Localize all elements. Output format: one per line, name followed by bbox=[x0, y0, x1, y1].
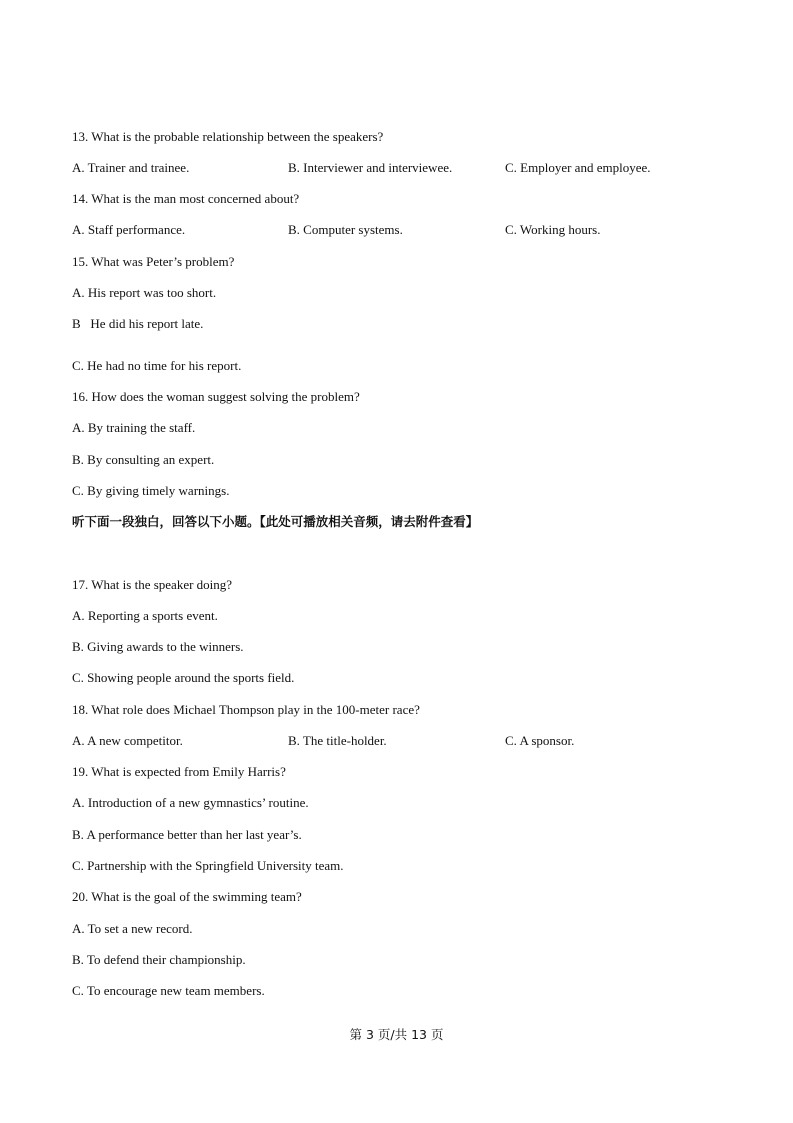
section-instruction: 听下面一段独白，回答以下小题。【此处可播放相关音频，请去附件查看】 bbox=[72, 514, 479, 529]
page-footer: 第 3 页/共 13 页 bbox=[349, 1027, 444, 1042]
question-16-option-b: B. By consulting an expert. bbox=[72, 452, 215, 467]
question-17-option-a: A. Reporting a sports event. bbox=[72, 608, 218, 623]
question-13-option-b: B. Interviewer and interviewee. bbox=[288, 160, 453, 175]
question-19-option-b: B. A performance better than her last year’s. bbox=[72, 827, 302, 842]
question-20-stem: 20. What is the goal of the swimming team? bbox=[72, 889, 302, 904]
question-13-stem: 13. What is the probable relationship between the speakers? bbox=[72, 129, 384, 144]
question-14-stem: 14. What is the man most concerned about? bbox=[72, 191, 300, 206]
question-18-option-b: B. The title-holder. bbox=[288, 733, 387, 748]
question-13-option-a: A. Trainer and trainee. bbox=[72, 160, 190, 175]
question-15-option-c: C. He had no time for his report. bbox=[72, 358, 242, 373]
question-17-option-b: B. Giving awards to the winners. bbox=[72, 639, 244, 654]
question-19-stem: 19. What is expected from Emily Harris? bbox=[72, 764, 286, 779]
question-20-option-c: C. To encourage new team members. bbox=[72, 983, 265, 998]
question-13-option-c: C. Employer and employee. bbox=[505, 160, 651, 175]
question-15-option-a: A. His report was too short. bbox=[72, 285, 217, 300]
question-17-option-c: C. Showing people around the sports field. bbox=[72, 670, 295, 685]
question-15-stem: 15. What was Peter’s problem? bbox=[72, 254, 235, 269]
question-20-option-a: A. To set a new record. bbox=[72, 921, 193, 936]
question-18-option-c: C. A sponsor. bbox=[505, 733, 575, 748]
question-16-stem: 16. How does the woman suggest solving the problem? bbox=[72, 389, 360, 404]
question-17-stem: 17. What is the speaker doing? bbox=[72, 577, 233, 592]
question-16-option-c: C. By giving timely warnings. bbox=[72, 483, 230, 498]
question-19-option-c: C. Partnership with the Springfield University team. bbox=[72, 858, 344, 873]
question-14-option-a: A. Staff performance. bbox=[72, 222, 186, 237]
question-18-stem: 18. What role does Michael Thompson play in the 100-meter race? bbox=[72, 702, 420, 717]
question-20-option-b: B. To defend their championship. bbox=[72, 952, 246, 967]
question-15-option-b: B He did his report late. bbox=[72, 316, 204, 331]
question-14-option-c: C. Working hours. bbox=[505, 222, 601, 237]
question-18-option-a: A. A new competitor. bbox=[72, 733, 183, 748]
question-19-option-a: A. Introduction of a new gymnastics’ routine. bbox=[72, 795, 309, 810]
question-16-option-a: A. By training the staff. bbox=[72, 420, 196, 435]
question-14-option-b: B. Computer systems. bbox=[288, 222, 403, 237]
